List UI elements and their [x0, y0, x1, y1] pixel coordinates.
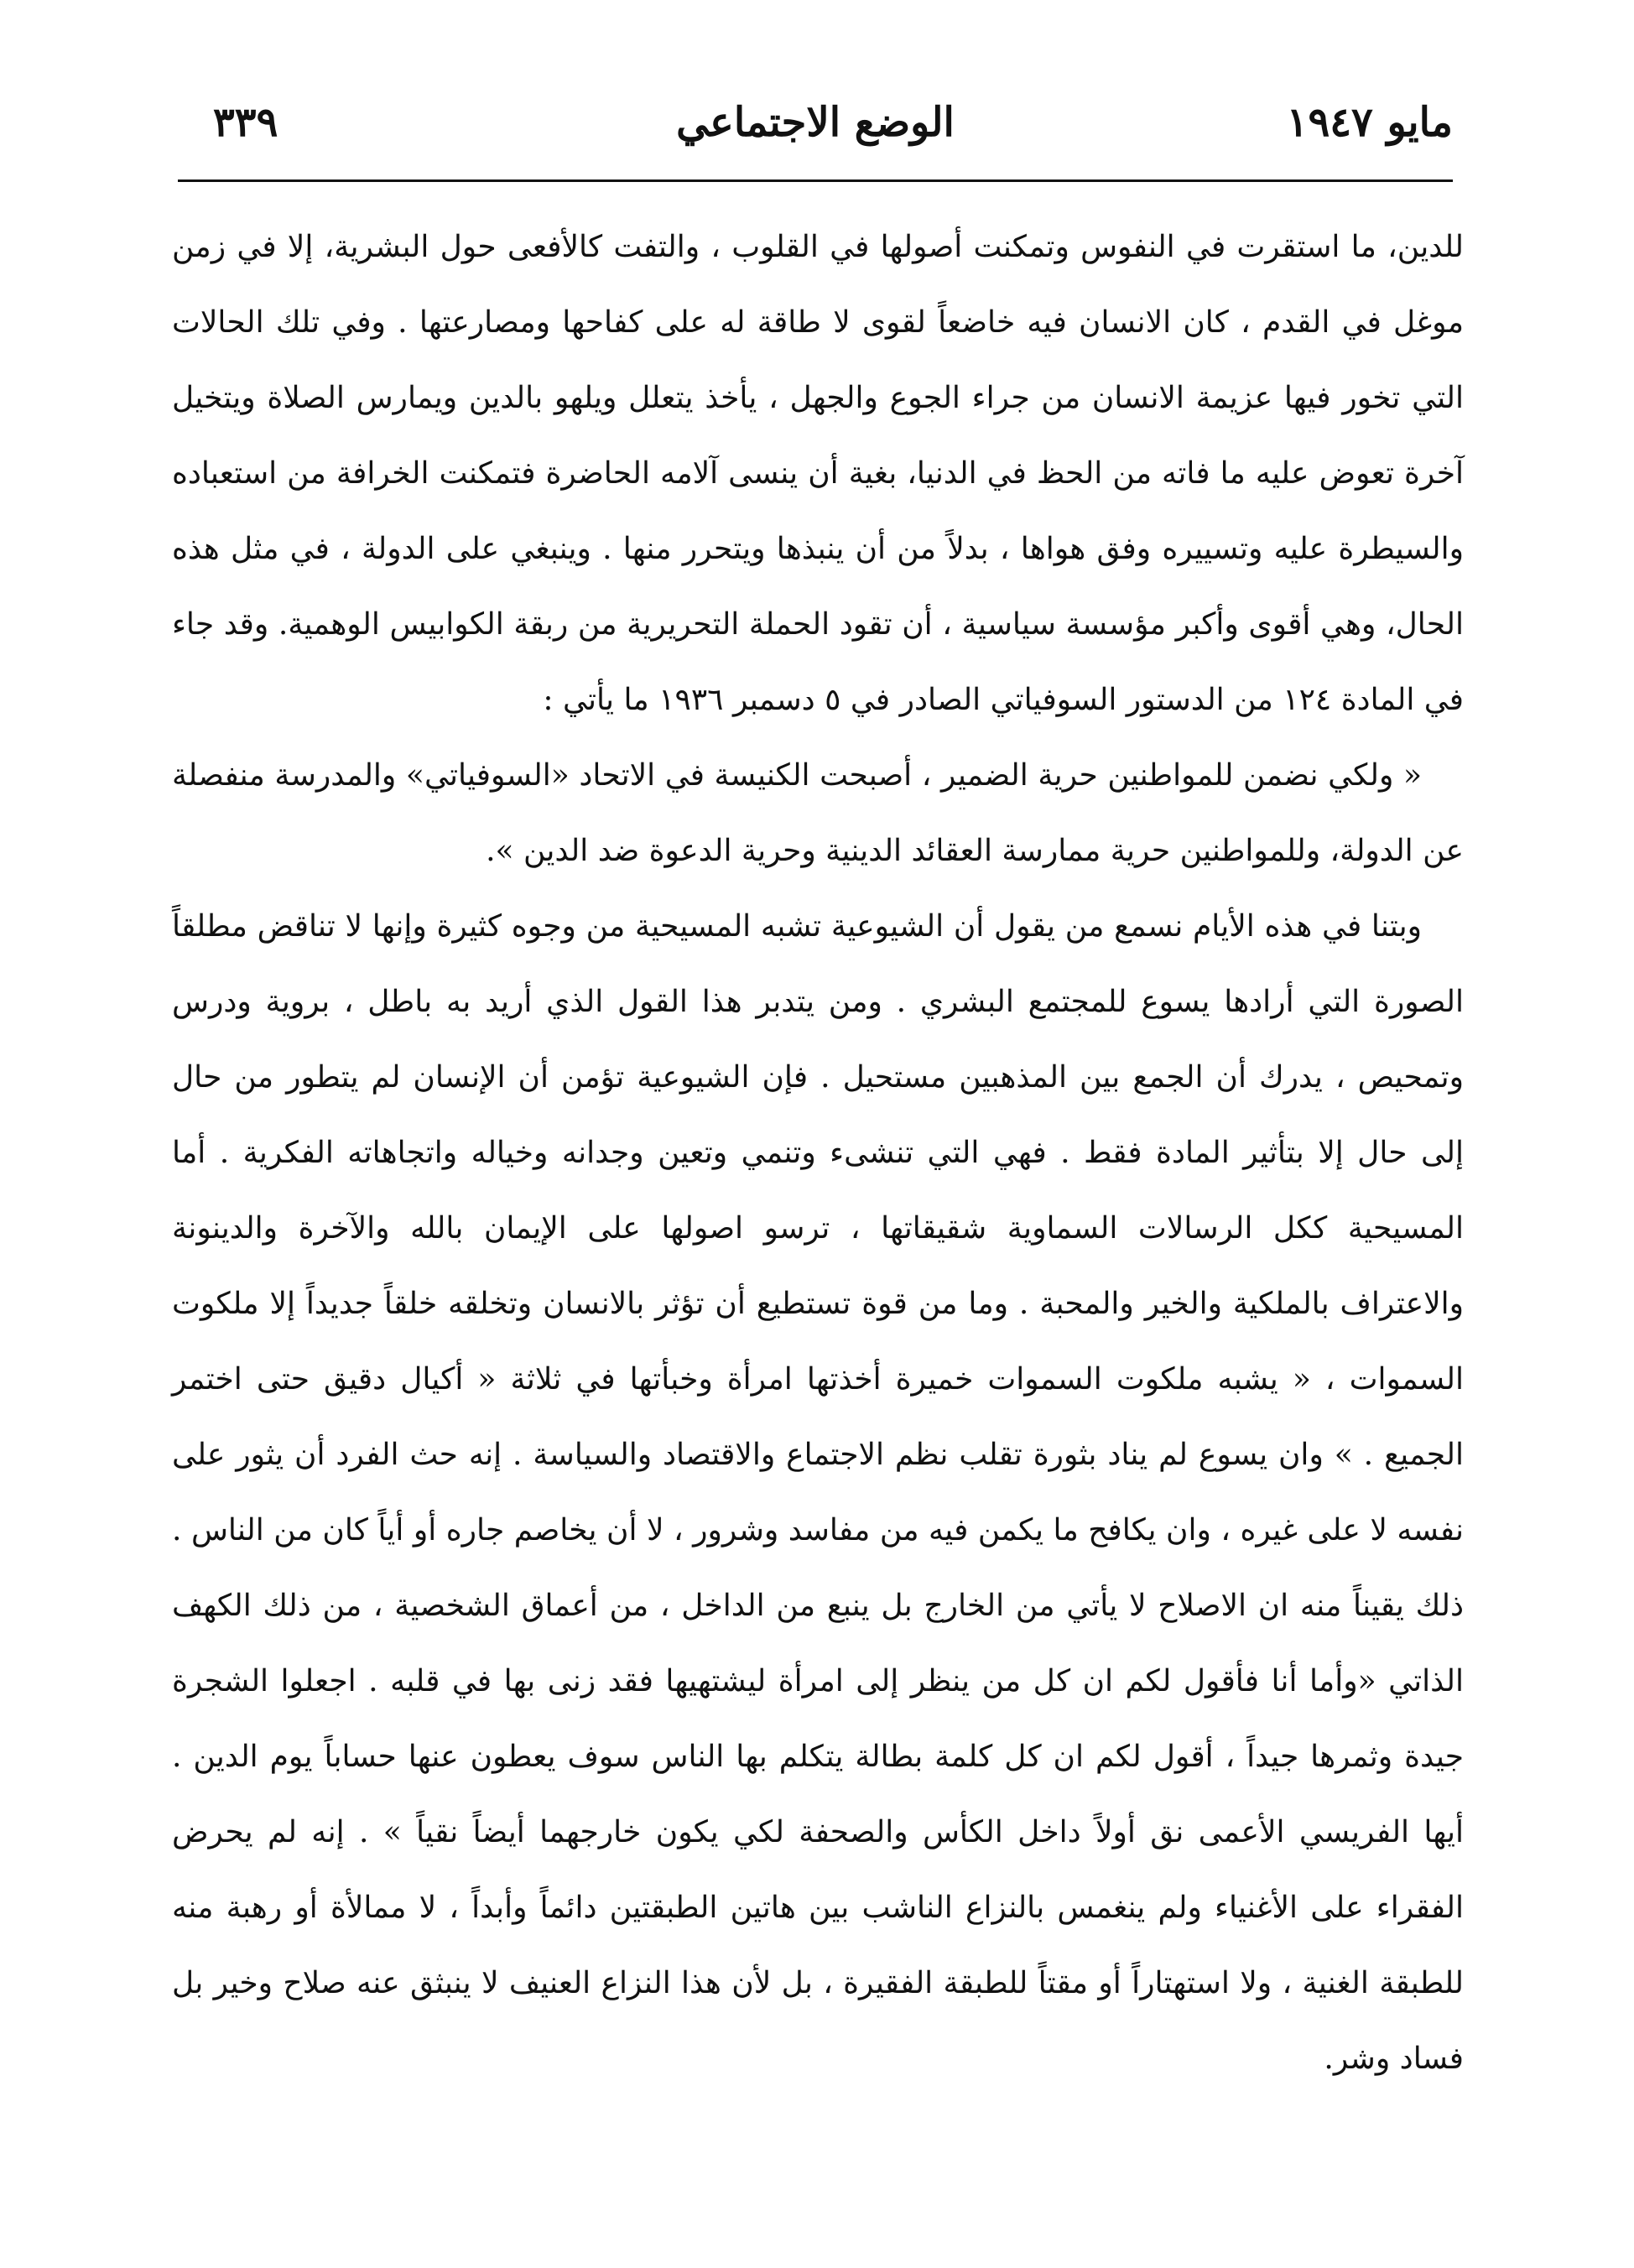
running-title: الوضع الاجتماعي [676, 99, 955, 146]
issue-date: مايو ١٩٤٧ [1286, 99, 1453, 146]
header-rule [178, 179, 1453, 182]
paragraph-2: وبتنا في هذه الأيام نسمع من يقول أن الشيوعية تشبه المسيحية من وجوه كثيرة وإنها لا تناقض مطلقاً الصورة التي أرادها يسوع للمجتمع البشري . ومن يتدبر هذا القول الذي أريد به باطل ، بروية ودرس وتمحيص ، يدرك أن الجمع بين المذهبين مستحيل . فإن الشيوعية تؤمن أن الإنسان لم يتطور من حال إلى حال إلا بتأثير المادة فقط . فهي التي تنشىء وتنمي وتعين وجدانه وخياله واتجاهاته الفكرية . أما المسيحية ككل الرسالات السماوية شقيقاتها ، ترسو اصولها على الإيمان بالله والآخرة والدينونة والاعتراف بالملكية والخير والمحبة . وما من قوة تستطيع أن تؤثر بالانسان وتخلقه خلقاً جديداً إلا ملكوت السموات ، « يشبه ملكوت السموات خميرة أخذتها امرأة وخبأتها في ثلاثة « أكيال دقيق حتى اختمر الجميع . » وان يسوع لم يناد بثورة تقلب نظم الاجتماع والاقتصاد والسياسة . إنه حث الفرد أن يثور على نفسه لا على غيره ، وان يكافح ما يكمن فيه من مفاسد وشرور ، لا أن يخاصم جاره أو أياً كان من الناس . ذلك يقيناً منه ان الاصلاح لا يأتي من الخارج بل ينبع من الداخل ، من أعماق الشخصية ، من ذلك الكهف الذاتي «وأما أنا فأقول لكم ان كل من ينظر إلى امرأة ليشتهيها فقد زنى بها في قلبه . اجعلوا الشجرة جيدة وثمرها جيداً ، أقول لكم ان كل كلمة بطالة يتكلم بها الناس سوف يعطون عنها حساباً يوم الدين . أيها الفريسي الأعمى نق أولاً داخل الكأس والصحفة لكي يكون خارجهما أيضاً نقياً » . إنه لم يحرض الفقراء على الأغنياء ولم ينغمس بالنزاع الناشب بين هاتين الطبقتين دائماً وأبداً ، لا ممالأة أو رهبة منه للطبقة الغنية ، ولا استهتاراً أو مقتاً للطبقة الفقيرة ، بل لأن هذا النزاع العنيف لا ينبثق عنه صلاح وخير بل فساد وشر. [172, 909, 1465, 2076]
paragraph-1: للدين، ما استقرت في النفوس وتمكنت أصولها في القلوب ، والتفت كالأفعى حول البشرية، إلا في زمن موغل في القدم ، كان الانسان فيه خاضعاً لقوى لا طاقة له على كفاحها ومصارعتها . وفي تلك الحالات التي تخور فيها عزيمة الانسان من جراء الجوع والجهل ، يأخذ يتعلل ويلهو بالدين ويمارس الصلاة ويتخيل آخرة تعوض عليه ما فاته من الحظ في الدنيا، بغية أن ينسى آلامه الحاضرة فتمكنت الخرافة من استعباده والسيطرة عليه وتسييره وفق هواها ، بدلاً من أن ينبذها ويتحرر منها . وينبغي على الدولة ، في مثل هذه الحال، وهي أقوى وأكبر مؤسسة سياسية ، أن تقود الحملة التحريرية من ربقة الكوابيس الوهمية. وقد جاء في المادة ١٢٤ من الدستور السوفياتي الصادر في ٥ دسمبر ١٩٣٦ ما يأتي : [172, 230, 1464, 717]
body-text [172, 210, 1464, 2097]
page-header [178, 99, 1453, 166]
page-number: ٣٣٩ [213, 99, 278, 146]
quoted-article: « ولكي نضمن للمواطنين حرية الضمير ، أصبحت الكنيسة في الاتحاد «السوفياتي» والمدرسة منفصلة عن الدولة، وللمواطنين حرية ممارسة العقائد الدينية وحرية الدعوة ضد الدين ». [172, 758, 1464, 868]
